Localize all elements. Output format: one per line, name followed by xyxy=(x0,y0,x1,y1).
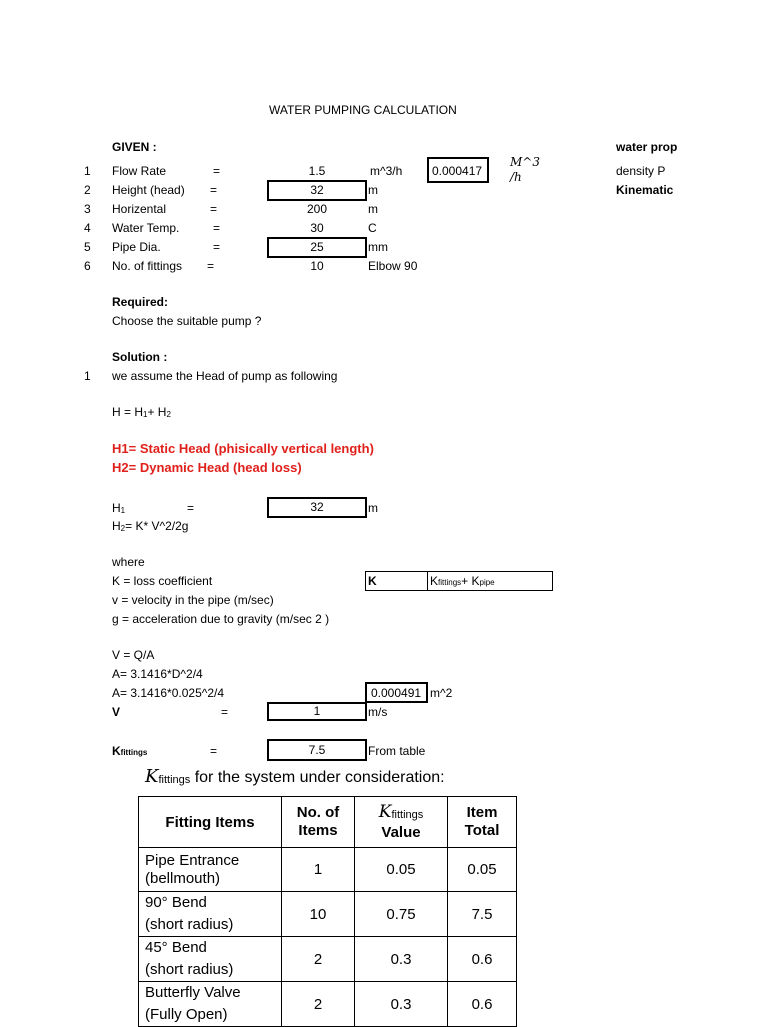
flow-converted-unit-bottom: /h xyxy=(510,170,522,184)
equals: = xyxy=(213,221,221,235)
g-definition: g = acceleration due to gravity (m/sec 2 ) xyxy=(112,612,330,626)
velocity-unit: m/s xyxy=(368,705,388,719)
velocity-value: 1 xyxy=(313,704,321,718)
count-cell: 2 xyxy=(282,982,355,1027)
area-cell[interactable] xyxy=(365,682,428,703)
kfittings-note: From table xyxy=(368,744,426,758)
solution-label: Solution : xyxy=(112,350,168,364)
row-number: 1 xyxy=(84,164,91,178)
table-row xyxy=(139,848,517,892)
k-formula-cell[interactable] xyxy=(427,571,553,591)
unit: Elbow 90 xyxy=(368,259,418,273)
h2-definition: H2= Dynamic Head (head loss) xyxy=(112,460,302,475)
fittings-count-value[interactable]: 10 xyxy=(310,259,324,273)
equals: = xyxy=(210,202,218,216)
side-panel-density: density P xyxy=(616,164,666,178)
given-label: Height (head) xyxy=(112,183,185,197)
horizontal-value[interactable]: 200 xyxy=(306,202,328,216)
k-value-cell: 0.3 xyxy=(355,982,448,1027)
step-text: we assume the Head of pump as following xyxy=(112,369,338,383)
flow-converted-cell[interactable] xyxy=(427,157,489,183)
v-formula: V = Q/A xyxy=(112,648,155,662)
h1-definition: H1= Static Head (phisically vertical length) xyxy=(112,441,374,456)
pipe-dia-value: 25 xyxy=(310,240,324,254)
fitting-item-cell: Butterfly Valve (Fully Open) xyxy=(139,982,282,1027)
row-number: 3 xyxy=(84,202,91,216)
k-formula: Kfittings+ Kpipe xyxy=(430,574,495,588)
fitting-item-cell: Pipe Entrance (bellmouth) xyxy=(139,848,282,892)
count-cell: 10 xyxy=(282,892,355,937)
unit: C xyxy=(368,221,377,235)
header-no-of-items: No. of Items xyxy=(282,797,355,848)
unit: m xyxy=(368,183,378,197)
k-label: K xyxy=(368,574,377,588)
k-value-cell: 0.75 xyxy=(355,892,448,937)
page-title: WATER PUMPING CALCULATION xyxy=(269,103,457,117)
table-caption: $K_{fittings}$ for the system under consideration: xyxy=(145,766,445,787)
total-cell: 0.6 xyxy=(448,982,517,1027)
table-row xyxy=(139,937,517,982)
unit: m^3/h xyxy=(370,164,403,178)
given-label: Pipe Dia. xyxy=(112,240,161,254)
area-unit: m^2 xyxy=(430,686,453,700)
flow-rate-value[interactable]: 1.5 xyxy=(308,164,326,178)
table-row xyxy=(139,982,517,1027)
velocity-label: V xyxy=(112,705,121,719)
row-number: 2 xyxy=(84,183,91,197)
area-formula: A= 3.1416*D^2/4 xyxy=(112,667,203,681)
unit: mm xyxy=(368,240,388,254)
unit: m xyxy=(368,501,378,515)
given-label: Flow Rate xyxy=(112,164,167,178)
side-panel-kinematic: Kinematic xyxy=(616,183,674,197)
fitting-item-cell: 45° Bend (short radius) xyxy=(139,937,282,982)
step-number: 1 xyxy=(84,369,91,383)
k-value-cell: 0.05 xyxy=(355,848,448,892)
h2-formula: $H_2= K*$ V^2/2g xyxy=(112,519,189,533)
header-fitting-items: Fitting Items xyxy=(139,797,282,848)
equals: = xyxy=(210,744,218,758)
row-number: 5 xyxy=(84,240,91,254)
unit: m xyxy=(368,202,378,216)
equals: = xyxy=(210,183,218,197)
side-panel-title: water prop xyxy=(616,140,678,154)
height-value: 32 xyxy=(310,183,324,197)
header-item-total: Item Total xyxy=(448,797,517,848)
flow-converted-value: 0.000417 xyxy=(432,164,483,178)
row-number: 4 xyxy=(84,221,91,235)
given-label: Water Temp. xyxy=(112,221,180,235)
kfittings-value: 7.5 xyxy=(308,743,326,757)
kfittings-label: Kfittings xyxy=(112,744,148,758)
v-definition: v = velocity in the pipe (m/sec) xyxy=(112,593,274,607)
equals: = xyxy=(213,240,221,254)
total-cell: 7.5 xyxy=(448,892,517,937)
table-header-row xyxy=(139,797,517,848)
table-row xyxy=(139,892,517,937)
total-cell: 0.6 xyxy=(448,937,517,982)
given-label: Horizental xyxy=(112,202,167,216)
fitting-item-cell: 90° Bend (short radius) xyxy=(139,892,282,937)
equals: = xyxy=(187,501,195,515)
count-cell: 2 xyxy=(282,937,355,982)
head-formula: $H = H_1+ H_2$ xyxy=(112,405,171,419)
given-label: GIVEN : xyxy=(112,140,157,154)
fittings-table xyxy=(138,796,517,1027)
required-label: Required: xyxy=(112,295,169,309)
total-cell: 0.05 xyxy=(448,848,517,892)
given-label: No. of fittings xyxy=(112,259,183,273)
required-text: Choose the suitable pump ? xyxy=(112,314,262,328)
k-definition: K = loss coefficient xyxy=(112,574,213,588)
k-value-cell: 0.3 xyxy=(355,937,448,982)
header-k-value: $K_{fittings}$ Value xyxy=(355,797,448,848)
water-temp-value[interactable]: 30 xyxy=(310,221,324,235)
h1-value: 32 xyxy=(310,500,324,514)
k-label-cell[interactable] xyxy=(365,571,428,591)
area-value: 0.000491 xyxy=(371,686,422,700)
equals: = xyxy=(213,164,221,178)
equals: = xyxy=(221,705,229,719)
area-formula-values: A= 3.1416*0.025^2/4 xyxy=(112,686,225,700)
count-cell: 1 xyxy=(282,848,355,892)
row-number: 6 xyxy=(84,259,91,273)
equals: = xyxy=(207,259,215,273)
h1-label: $H_1$ xyxy=(112,501,126,515)
where-label: where xyxy=(112,555,145,569)
flow-converted-unit-top: M^3 xyxy=(510,155,540,169)
